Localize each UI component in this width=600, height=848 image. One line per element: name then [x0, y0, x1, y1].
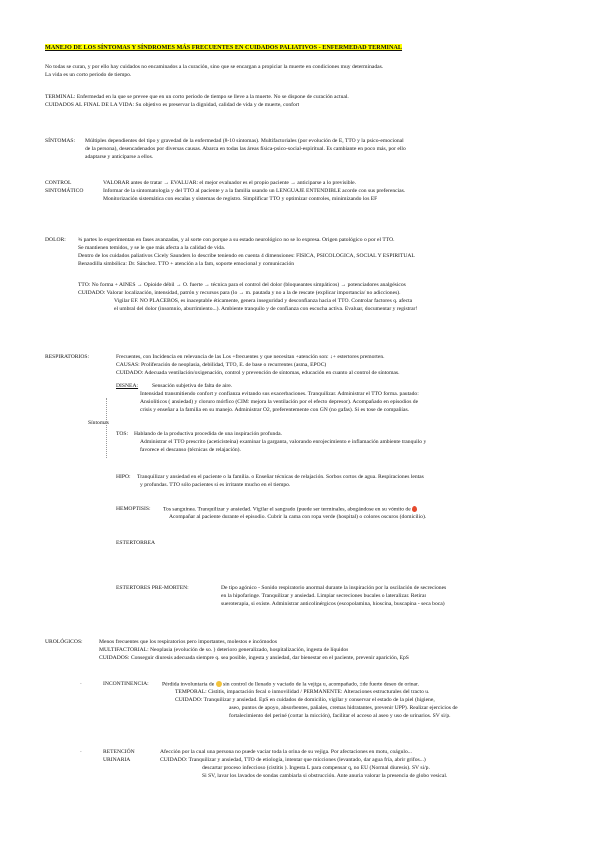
respiratorios-label: RESPIRATORIOS: [45, 354, 90, 360]
incontinencia-line: aseo, puntos de apoyo, absorbentes, pañales, cremas hidratantes, prevenir UPP). Realizar ejercicios de [229, 705, 458, 711]
sintomas-label: SÍNTOMAS: [45, 138, 76, 144]
dolor-cuidado: Vigilar EF. NO PLACEBOS, es inaceptable éticamente, genera inseguridad y desconfianza hacia el TTO. Controlar factores q. afecta [114, 298, 413, 304]
dolor-line: ¾ partes lo experimentan en fases avanzadas, y al sorte con porque a su estado neurológico no se lo expresa. Origen patológico o por el TTO. [78, 237, 395, 243]
blood-drop-icon [412, 506, 417, 512]
retencion-line: descartar proceso infeccioso (cistitis ). Ingesta L para compensar q, no EU (Normal diuresis). SV si/p. [202, 765, 430, 771]
intro-line: No todas se curan, y por ello hay cuidados no encaminados a la curación, sino que se encargan a propiciar la muerte en condiciones muy determinadas. [45, 64, 384, 70]
sintomas-line: adaptarse y anticiparse a ellos. [85, 154, 154, 160]
dolor-line: Se mantienen temidos, y se le que más afecta a la calidad de vida. [78, 245, 226, 251]
hemoptisis-line [163, 506, 417, 513]
sintomas-side-label: Síntomas [88, 420, 109, 426]
disnea-line: Sensación subjetiva de falta de aire. [152, 383, 233, 389]
brace-divider [106, 398, 107, 458]
disnea-line: Ansiolíticos ( ansiedad) y cloruro mórfico (CIM: mejora la ventilación por el efecto depresor). Acompañado en episodios de [140, 399, 419, 405]
tos-line: Administrar el TTO prescrito (aceticisteína) examinar la garganta, valorando enrojecimiento e inflamación ambiente tranquilo y [140, 439, 427, 445]
incontinencia-line: CUIDADO: Tranquilizar y ansiedad. EpS en cuidados de domicilio, vigilar y conservar el estado de la piel (higiene, [175, 697, 435, 703]
urologicos-line: MULTIFACTORIAL: Neoplasia (evolución de so. ) deterioro generalizado, hospitalización, ingesta de líquidos [99, 647, 349, 653]
dolor-cuidado: el umbral del dolor (insomnio, aburrimiento...). Ambiente tranquilo y de confianza con escucha activa. Evaluar, documentar y registrar! [114, 306, 418, 312]
respiratorios-line: CAUSAS: Proliferación de neoplasia, debilidad, TTO, E. de base o recurrentes (asma, EPOC) [116, 362, 327, 368]
definition-final-vida: CUIDADOS AL FINAL DE LA VIDA: Su objetivo es preservar la dignidad, calidad de vida y de muerte, confort [45, 102, 300, 108]
dolor-line: Benzodilla simbólica: Dr. Sánchez. TTO + atención a la fam, soporte emocional y comunicación [78, 261, 295, 267]
bullet: · [80, 749, 82, 755]
dolor-label: DOLOR: [45, 237, 66, 243]
hemoptisis-label: HEMOPTISIS: [116, 506, 151, 512]
sintomas-line: de la persona), desencadenados por diversas causas. Abarca en todas las áreas física-psico-social-espiritual. Es cambiante en poco más, por ello [85, 146, 406, 152]
incontinencia-line [162, 681, 419, 688]
hipo-label: HIPO: [116, 474, 131, 480]
intro-line: La vida es un corto periodo de tiempo. [45, 72, 132, 78]
disnea-line: Intensidad transmitiendo confort y confianza evitando sus exacerbaciones. Tranquilizar. Administrar el TTO forma. pautado: [140, 391, 419, 397]
control-label: SINTOMÁTICO [45, 188, 84, 194]
disnea-label: DISNEA: [116, 383, 139, 389]
sintomas-line: Múltiples dependientes del tipo y gravedad de la enfermedad (8-10 síntomas). Multifactoriales (por evolución de E, TTO y la psico-emocional [85, 138, 404, 144]
urologicos-line: CUIDADOS: Conseguir diuresis adecuada siempre q. sea posible, ingesta y ansiedad, dar bienestar en el paciente, prevenir aparición, EpS [99, 655, 409, 661]
control-label: CONTROL [45, 180, 72, 186]
disnea-line: crisis y enseñar a la familia en su manejo. Administrar O2, preferentemente con GN (no gafas). Si es tose de compañías. [140, 407, 410, 413]
retencion-line: CUIDADO: Tranquilizar y ansiedad, TTO de etiología, intentar que micciones (levantado, dar agua fría, abrir grifos...) [160, 757, 426, 763]
estertores-line: De tipo agónico - Sonido respiratorio anormal durante la inspiración por la oscilación de secreciones [221, 585, 447, 591]
incontinencia-line: TEMPORAL: Cistitis, impactación fecal o inmovilidad / PERMANENTE: Alteraciones estructurales del tracto u. [175, 689, 430, 695]
estertores-line: sueroterapia, si existe. Administrar anticolinérgicos (escopolamina, hioscina, buscapina - seca boca) [221, 601, 445, 607]
incontinencia-text: sin control de llenado y vaciado de la vejiga u, acompañado, ±de fuerte deseo de orinar. [223, 681, 419, 688]
respiratorios-line: Frecuentes, con Incidencia en relevancia de las Los +frecuentes y que necesitan +atención son: ↓+ estertores premorten. [116, 354, 385, 360]
hemoptisis-line: Acompañar al paciente durante el episodio. Cubrir la cama con ropa verde (hospital) o colores oscuros (domicilio). [169, 514, 427, 520]
definition-terminal: TERMINAL: Enfermedad en la que se prevee que en un corto periodo de tiempo se lleve a la muerte. No se dispone de curación actual. [45, 94, 349, 100]
dolor-cuidado: CUIDADO: Valorar localización, intensidad, patrón y recursos para (lo → m. pautada y no a la de rescate (explicar importancia/ no adicciones). [78, 290, 401, 296]
incontinencia-text: Pérdida involuntaria de [162, 681, 215, 688]
dolor-tto: TTO: No forma + AINES → Opioide débil → O. fuerte → técnica para el control del dolor (bloqueantes simpáticos) → potenciadores analgésicos [78, 282, 406, 288]
incontinencia-label: INCONTINENCIA: [103, 681, 149, 687]
bullet: · [80, 681, 82, 687]
dolor-line: Dentro de los cuidados paliativos Cicely Saunders lo describe teniendo en cuenta 4 dimensiones: FÍSICA, PSICOLÓGICA, SOCIAL Y ESPIRITUAL [78, 253, 415, 259]
respiratorios-line: CUIDADO: Adecuada ventilación/oxigenación, control y prevención de síntomas, educación en cuanto al control de síntomas. [116, 370, 400, 376]
retencion-label: URINARIA [103, 757, 131, 763]
retencion-line: Si SV, lavar los lavados de sondas cambiarla si obstrucción. Ante anuria valorar la presencia de globo vesical. [202, 773, 448, 779]
estertores-line: en la hipofaringe. Tranquilizar y ansiedad. Limpiar secreciones bucales o lateralizar. Retirar [221, 593, 427, 599]
tos-line: Hablando de la productiva procedida de una inspiración profunda. [134, 431, 283, 437]
page-title: MANEJO DE LOS SÍNTOMAS Y SÍNDROMES MÁS FRECUENTES EN CUIDADOS PALIATIVOS - ENFERMEDAD TERMINAL [45, 44, 403, 51]
hemoptisis-text: Tos sanguínea. Tranquilizar y ansiedad. Vigilar el sangrado (puede ser terminales, abogándose en su vómito de [163, 506, 411, 513]
control-line: Monitorización sistemática con escalas y sistemas de registro. Simplificar TTO y optimizar controles, minimizando los EF [103, 196, 378, 202]
hipo-line: Tranquilizar y ansiedad en el paciente o la familia. o Enseñar técnicas de relajación. Sorbos cortos de agua. Respiraciones lentas [137, 474, 424, 480]
tos-line: favorece el descanso (técnicas de relajación). [140, 447, 241, 453]
urologicos-label: UROLÓGICOS: [45, 639, 83, 645]
estertores-label: ESTERTORES PRE-MORTEN: [116, 585, 189, 591]
control-line: VALORAR antes de tratar → EVALUAR: el mejor evaluador es el propio paciente → anticiparse a lo previsible. [103, 180, 356, 186]
incontinencia-line: fortalecimiento del periné (cortar la micción), facilitar el acceso al aseo y uso de urinarios. SV si/p. [229, 713, 451, 719]
urine-icon [216, 681, 222, 687]
tos-label: TOS: [116, 431, 129, 437]
hipo-line: y profundas. TTO sólo pacientes si es irritante mucho en el tiempo. [140, 482, 291, 488]
retencion-line: Afección por la cual una persona no puede vaciar toda la orina de su vejiga. Por afectaciones en motu, coágulo... [160, 749, 412, 755]
estertorrea-label: ESTERTORREA [116, 540, 156, 546]
retencion-label: RETENCIÓN [103, 749, 135, 755]
control-line: Informar de la sintomatología y del TTO al paciente y a la familia usando un LENGUAJE ENTENDIBLE acorde con sus preferencias. [103, 188, 406, 194]
urologicos-line: Menos frecuentes que los respiratorios pero importantes, molestos e incómodos [99, 639, 278, 645]
